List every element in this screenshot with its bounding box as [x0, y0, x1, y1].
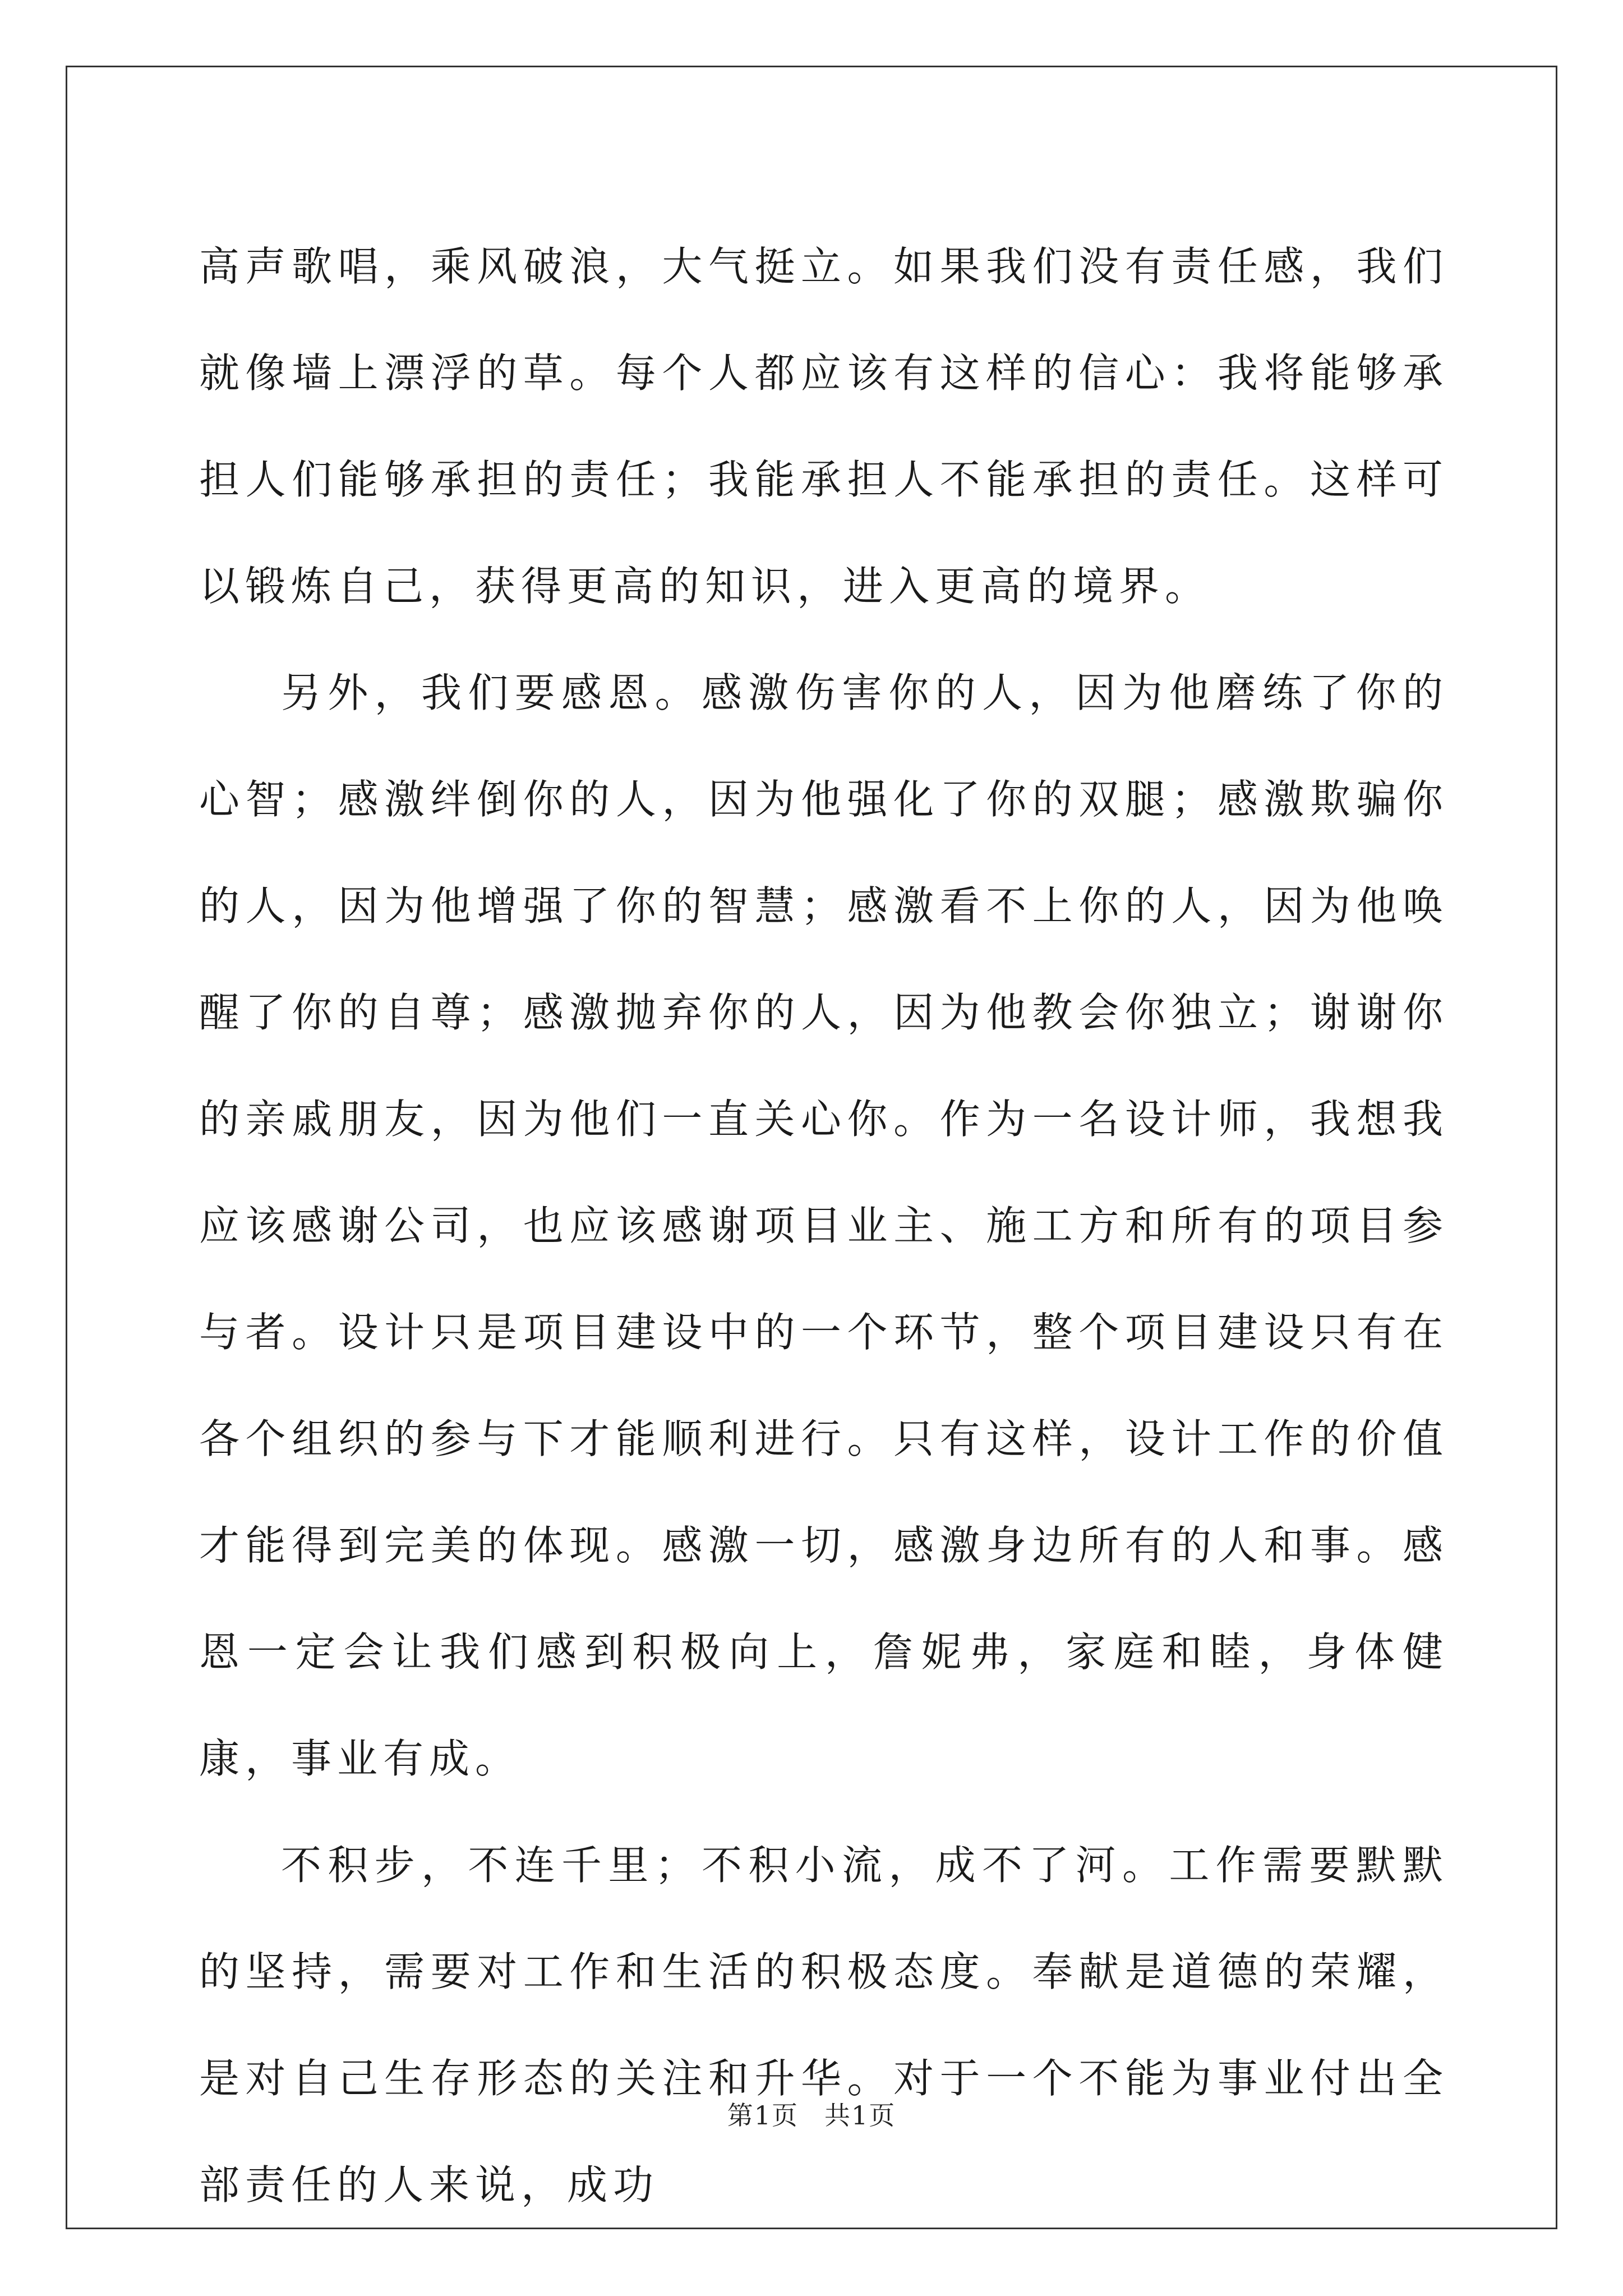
- page-footer: [0, 2095, 1623, 2132]
- document-body: [199, 213, 1449, 2238]
- page-total: 共1页: [824, 2100, 896, 2131]
- paragraph-2: 另外，我们要感恩。感激伤害你的人，因为他磨练了你的心智；感激绊倒你的人，因为他强化了你的双腿；感激欺骗你的人，因为他增强了你的智慧；感激看不上你的人，因为他唤醒了你的自尊；感激抛弃你的人，因为他教会你独立；谢谢你的亲戚朋友，因为他们一直关心你。作为一名设计师，我想我应该感谢公司，也应该感谢项目业主、施工方和所有的项目参与者。设计只是项目建设中的一个环节，整个项目建设只有在各个组织的参与下才能顺利进行。只有这样，设计工作的价值才能得到完美的体现。感激一切，感激身边所有的人和事。感恩一定会让我们感到积极向上，詹妮弗，家庭和睦，身体健康，事业有成。: [199, 669, 1449, 1782]
- paragraph-3: 不积步，不连千里；不积小流，成不了河。工作需要默默的坚持，需要对工作和生活的积极态度。奉献是道德的荣耀，是对自己生存形态的关注和升华。对于一个不能为事业付出全部责任的人来说，成功: [199, 1842, 1449, 2208]
- page-number: 第1页: [727, 2100, 799, 2131]
- paragraph-1: 高声歌唱，乘风破浪，大气挺立。如果我们没有责任感，我们就像墙上漂浮的草。每个人都应该有这样的信心：我将能够承担人们能够承担的责任；我能承担人不能承担的责任。这样可以锻炼自己，获得更高的知识，进入更高的境界。: [199, 243, 1449, 610]
